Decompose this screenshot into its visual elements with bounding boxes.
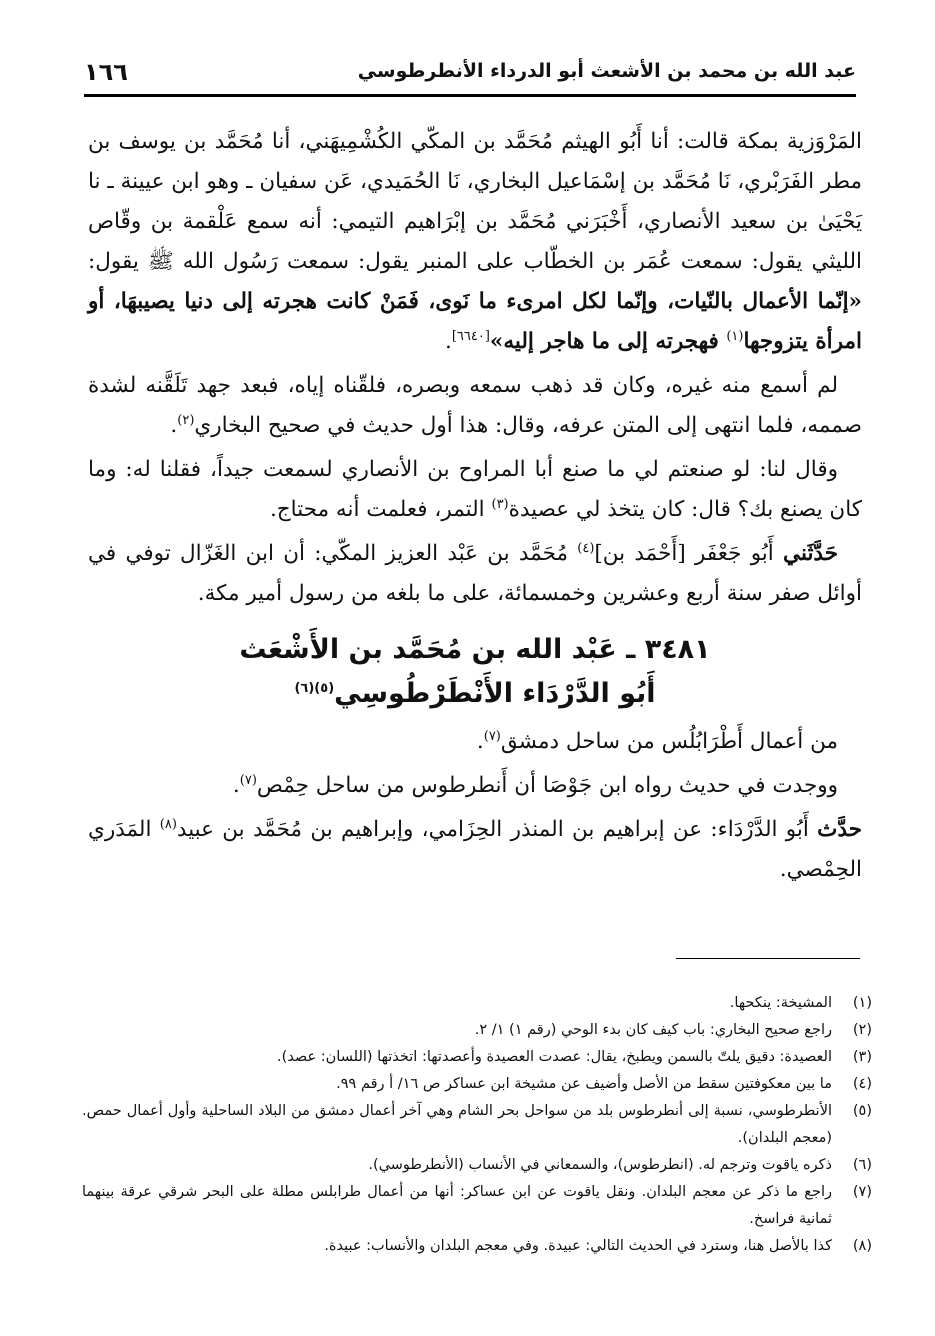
footnote-number: (٤): [852, 1076, 872, 1092]
footnote-number: (٢): [852, 1022, 872, 1038]
paragraph-1: [88, 122, 862, 362]
p6-end: .: [232, 773, 240, 798]
p1-hadith-end: فهجرته إلى ما هاجر إليه»: [489, 329, 727, 354]
footnote-item: [82, 990, 872, 1017]
footnote-item: [82, 1098, 872, 1152]
footnote-number: (٣): [852, 1049, 872, 1065]
footnote-text: المشيخة: ينكحها.: [729, 995, 832, 1011]
footnote-ref-8: (٨): [159, 816, 177, 832]
footnote-text: الأنطرطوسي، نسبة إلى أنطرطوس بلد من سواحل بحر الشام وهي آخر أعمال دمشق من البلاد الساحلية وأول أعمال حمص. (معجم البلدان).: [82, 1103, 832, 1146]
paragraph-7: [88, 810, 862, 890]
p7-text: أَبُو الدَّرْدَاء: عن إبراهيم بن المنذر الحِزَامي، وإبراهيم بن مُحَمَّد بن عبيد: [176, 817, 818, 842]
footnote-item: [82, 1071, 872, 1098]
footnote-ref-2: (٢): [177, 412, 195, 428]
footnote-text: ما بين معكوفتين سقط من الأصل وأضيف عن مشيخة ابن عساكر ص ١٦/ أ رقم ٩٩.: [336, 1076, 832, 1092]
header-divider: [84, 94, 856, 97]
p2-text: لم أسمع منه غيره، وكان قد ذهب سمعه وبصره، فلقّناه إياه، فبعد جهد تَلَقَّنه لشدة صممه، فلما انتهى إلى المتن عرفه، وقال: هذا أول حديث في صحيح البخاري: [88, 373, 862, 438]
running-title: عبد الله بن محمد بن الأشعث أبو الدرداء الأنطرطوسي: [357, 60, 856, 82]
footnote-ref-3: (٣): [491, 496, 509, 512]
footnote-item: [82, 1152, 872, 1179]
p5-end: .: [476, 729, 484, 754]
footnote-text: ذكره ياقوت وترجم له. (انطرطوس)، والسمعاني في الأنساب (الأنطرطوسي).: [368, 1157, 832, 1173]
footnote-text: راجع صحيح البخاري: باب كيف كان بدء الوحي (رقم ١) ١/ ٢.: [474, 1022, 832, 1038]
footnote-number: (١): [852, 995, 872, 1011]
paragraph-3: [88, 450, 862, 530]
main-text: [88, 122, 862, 894]
p7-text-end: المَدَري الحِمْصي.: [88, 817, 862, 882]
entry-heading: [88, 628, 862, 716]
p3-text: وقال لنا: لو صنعتم لي ما صنع أبا المراوح بن الأنصاري لسمعت جيداً، فقلنا له: وما كان يصنع بك؟ قال: كان يتخذ لي عصيدة: [88, 457, 862, 522]
paragraph-6: [88, 766, 862, 806]
p4-lead-word: حَدَّثَني: [783, 541, 838, 566]
paragraph-4: [88, 534, 862, 614]
footnote-item: [82, 1017, 872, 1044]
page-number: ١٦٦: [84, 58, 128, 86]
p4-text: أَبُو جَعْفَر [أَحْمَد بن]: [594, 541, 784, 566]
footnote-text: راجع ما ذكر عن معجم البلدان. ونقل ياقوت عن ابن عساكر: أنها من أعمال طرابلس مطلة على البحر شرقي عرقة بينهما ثمانية فراسخ.: [82, 1184, 832, 1227]
footnote-text: العصيدة: دقيق يلتّ بالسمن ويطبخ، يقال: عصدت العصيدة وأعصدتها: اتخذتها (اللسان: عصد).: [277, 1049, 832, 1065]
running-header: [84, 56, 856, 92]
hadith-number-ref: [٦٦٤٠]: [451, 328, 490, 344]
footnote-divider: [676, 958, 860, 959]
paragraph-2: [88, 366, 862, 446]
footnote-number: (٥): [852, 1103, 872, 1119]
p7-lead-word: حدَّث: [817, 817, 862, 842]
p2-end: .: [170, 413, 178, 438]
footnote-item: [82, 1044, 872, 1071]
footnote-ref-7b: (٧): [239, 772, 257, 788]
footnote-ref-5-6: (٥)(٦): [294, 681, 335, 696]
footnote-ref-1: (١): [726, 328, 744, 344]
footnote-item: [82, 1233, 872, 1260]
entry-title: ٣٤٨١ ـ عَبْد الله بن مُحَمَّد بن الأَشْعَث: [239, 634, 711, 665]
p1-end: .: [444, 329, 452, 354]
footnotes: [82, 990, 872, 1260]
entry-subtitle: أَبُو الدَّرْدَاء الأَنْطَرْطُوسِي: [334, 678, 656, 709]
entry-subtitle-line: [88, 672, 862, 716]
footnote-ref-7a: (٧): [483, 728, 501, 744]
footnote-number: (٨): [852, 1238, 872, 1254]
paragraph-5: [88, 722, 862, 762]
footnote-item: [82, 1179, 872, 1233]
p1-text: المَرْوَزية بمكة قالت: أنا أَبُو الهيثم مُحَمَّد بن المكّي الكُشْمِيهَني، أنا مُحَمَّد بن يوسف بن مطر الفَرَبْري، نَا مُحَمَّد بن إسْمَاعيل البخاري، نَا الحُمَيدي، عَن سفيان ـ وهو ابن عيينة ـ نا يَحْيَىٰ بن سعيد الأنصاري، أَخْبَرَني مُحَمَّد بن إبْرَاهيم التيمي: أنه سمع عَلْقمة بن وقّاص الليثي يقول: سمعت عُمَر بن الخطّاب على المنبر يقول: سمعت رَسُول الله ﷺ يقول:: [88, 129, 862, 274]
footnote-ref-4: (٤): [577, 540, 595, 556]
p1-hadith-text: «إنّما الأعمال بالنّيات، وإنّما لكل امرىء ما نَوى، فَمَنْ كانت هجرته إلى دنيا يصيبهَا، أو امرأة يتزوجها: [88, 289, 862, 354]
p3-text-end: التمر، فعلمت أنه محتاج.: [269, 497, 492, 522]
footnote-text: كذا بالأصل هنا، وسترد في الحديث التالي: عبيدة. وفي معجم البلدان والأنساب: عبيدة.: [324, 1238, 832, 1254]
footnote-number: (٧): [852, 1184, 872, 1200]
footnote-number: (٦): [852, 1157, 872, 1173]
p6-text: ووجدت في حديث رواه ابن جَوْصَا أن أَنطرطوس من ساحل حِمْص: [256, 773, 838, 798]
p5-text: من أعمال أَطْرَابُلُس من ساحل دمشق: [500, 729, 838, 754]
p4-text-end: مُحَمَّد بن عَبْد العزيز المكّي: أن ابن الغَزّال توفي في أوائل صفر سنة أربع وعشرين وخمسمائة، على ما بلغه من رسول أمير مكة.: [88, 541, 862, 606]
